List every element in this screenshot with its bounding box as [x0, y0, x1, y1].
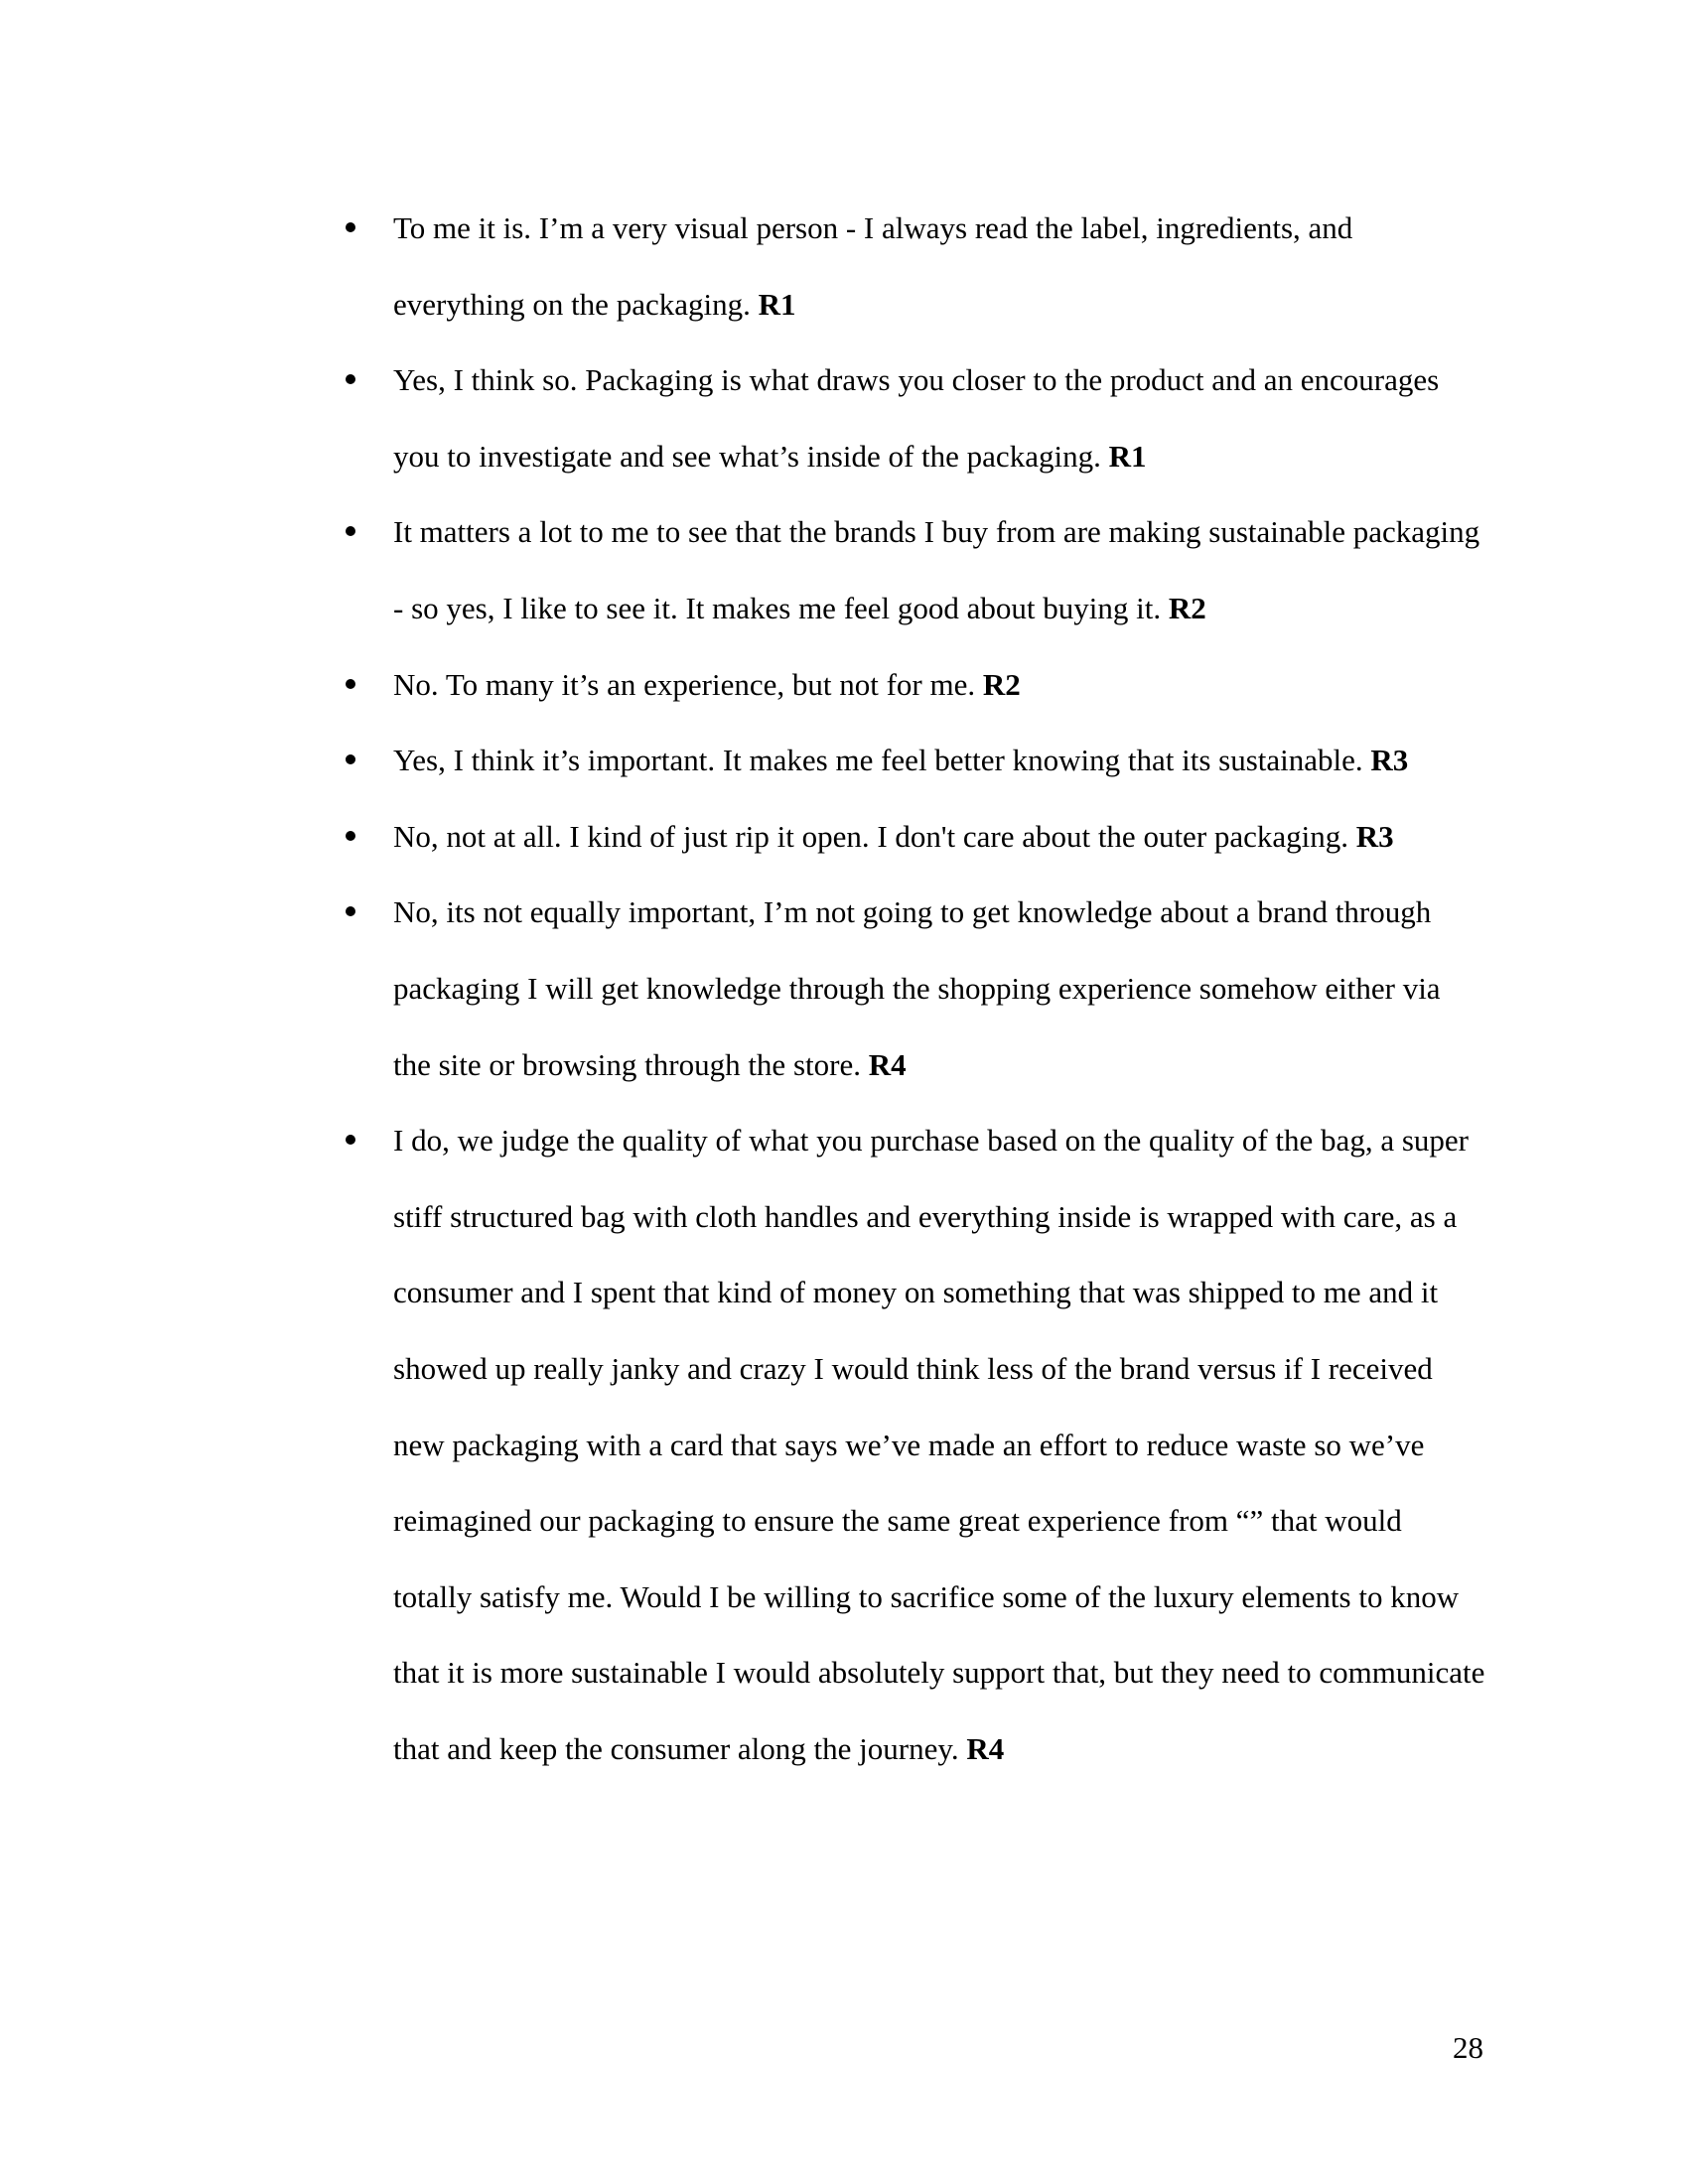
respondent-code: R3	[1355, 818, 1394, 854]
list-item	[344, 723, 1485, 799]
response-text: No, not at all. I kind of just rip it open. I don't care about the outer packaging.	[393, 818, 1349, 854]
list-item	[344, 799, 1485, 876]
respondent-code: R4	[966, 1730, 1005, 1766]
list-item	[344, 875, 1485, 1103]
page-number: 28	[1453, 2030, 1483, 2065]
respondent-code: R1	[758, 286, 796, 322]
response-text: Yes, I think it’s important. It makes me feel better knowing that its sustainable.	[393, 743, 1363, 778]
bullet-icon	[346, 831, 355, 841]
bullet-icon	[346, 1135, 355, 1145]
bullet-icon	[346, 906, 355, 916]
list-item	[344, 191, 1485, 342]
respondent-code: R4	[868, 1046, 907, 1082]
respondent-code: R2	[1168, 590, 1206, 625]
response-text: Yes, I think so. Packaging is what draws you closer to the product and an encourages you to investigate and see what’s inside of the packaging.	[393, 362, 1440, 474]
bullet-icon	[346, 222, 355, 232]
response-text: No. To many it’s an experience, but not for me.	[393, 666, 976, 702]
respondent-code: R1	[1108, 438, 1147, 474]
list-item	[344, 1103, 1485, 1787]
bullet-icon	[346, 374, 355, 384]
response-text: No, its not equally important, I’m not going to get knowledge about a brand through packaging I will get knowledge through the shopping experience somehow either via the site or browsing through the store.	[393, 894, 1441, 1082]
respondent-code: R3	[1370, 743, 1409, 778]
list-item	[344, 342, 1485, 494]
response-text: I do, we judge the quality of what you purchase based on the quality of the bag, a super stiff structured bag with cloth handles and everything inside is wrapped with care, as a consumer and I spent that kind of money on something that was shipped to me and it showed up really janky and crazy I would think less of the brand versus if I received new packaging with a card that says we’ve made an effort to reduce waste so we’ve reimagined our packaging to ensure the same great experience from “” that would totally satisfy me. Would I be willing to sacrifice some of the luxury elements to know that it is more sustainable I would absolutely support that, but they need to communicate that and keep the consumer along the journey.	[393, 1123, 1485, 1766]
response-text: To me it is. I’m a very visual person - I always read the label, ingredients, and everything on the packaging.	[393, 210, 1353, 322]
response-text: It matters a lot to me to see that the brands I buy from are making sustainable packaging - so yes, I like to see it. It makes me feel good about buying it.	[393, 514, 1480, 625]
response-list	[344, 191, 1485, 1787]
bullet-icon	[346, 679, 355, 689]
bullet-icon	[346, 526, 355, 536]
respondent-code: R2	[982, 666, 1021, 702]
list-item	[344, 494, 1485, 646]
bullet-icon	[346, 754, 355, 764]
list-item	[344, 647, 1485, 724]
